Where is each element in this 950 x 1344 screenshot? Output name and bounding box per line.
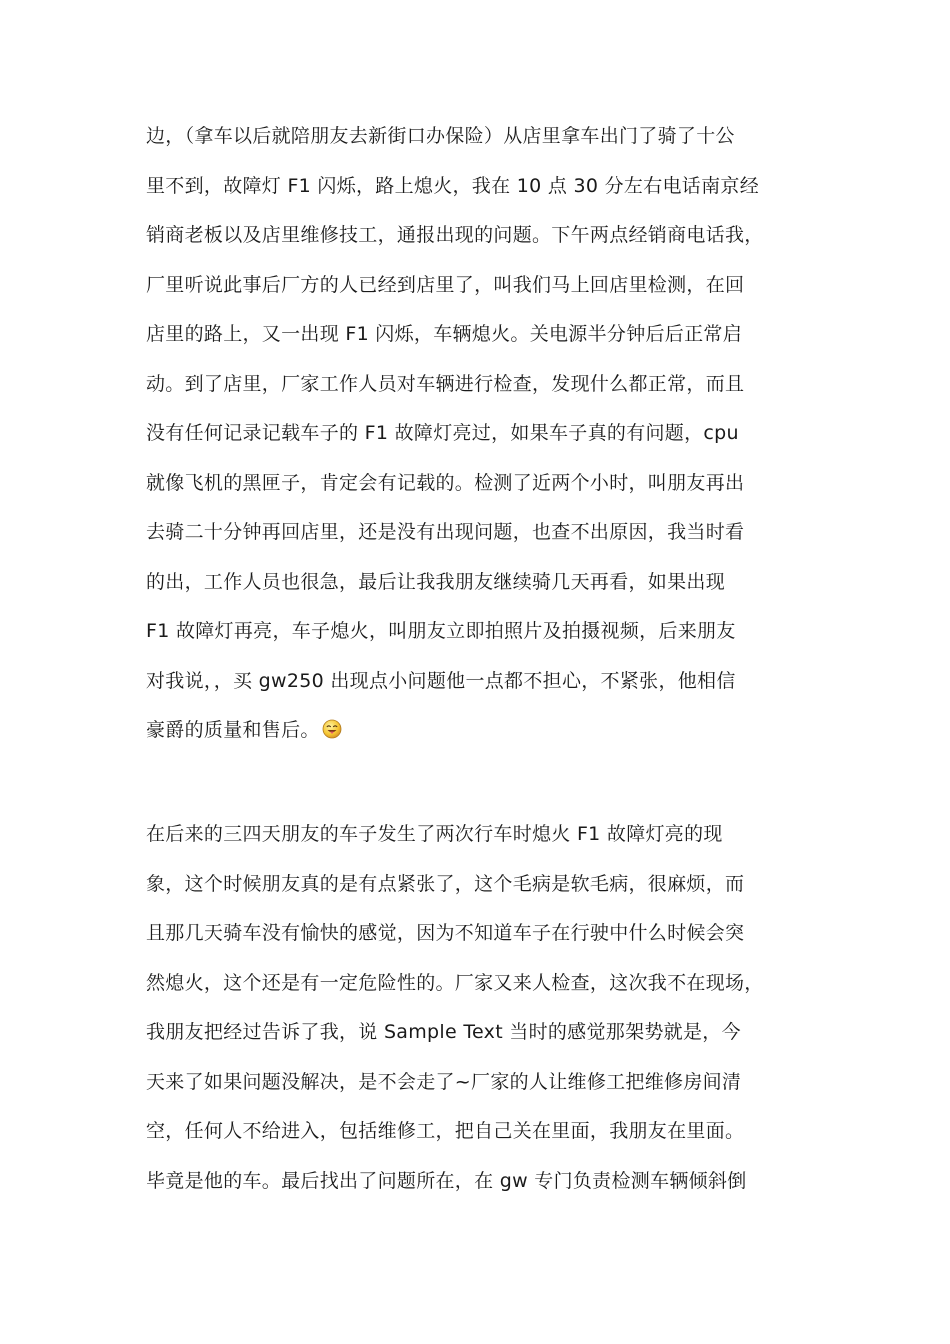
text-line: 我朋友把经过告诉了我，说 Sample Text 当时的感觉那架势就是，今 [146, 1021, 741, 1043]
text-line-last [146, 712, 810, 762]
text-line: 厂里听说此事后厂方的人已经到店里了，叫我们马上回店里检测，在回 [146, 273, 745, 296]
text-line: 没有任何记录记载车子的 F1 故障灯亮过，如果车子真的有问题，cpu [146, 422, 739, 444]
text-line: 且那几天骑车没有愉快的感觉，因为不知道车子在行驶中什么时候会突 [146, 922, 745, 944]
text-line: 象，这个时候朋友真的是有点紧张了，这个毛病是软毛病，很麻烦，而 [146, 872, 745, 895]
text-line: 在后来的三四天朋友的车子发生了两次行车时熄火 F1 故障灯亮的现 [146, 823, 723, 845]
text-line: 边，（拿车以后就陪朋友去新街口办保险）从店里拿车出门了骑了十公 [146, 125, 735, 147]
text-line: 去骑二十分钟再回店里，还是没有出现问题，也查不出原因，我当时看 [146, 521, 745, 543]
text-line: 然熄火，这个还是有一定危险性的。厂家又来人检查，这次我不在现场， [146, 971, 764, 994]
text-line: 空，任何人不给进入，包括维修工，把自己关在里面，我朋友在里面。 [146, 1120, 745, 1142]
text-line-content: 豪爵的质量和售后。 [146, 719, 320, 741]
text-line: 毕竟是他的车。最后找出了问题所在，在 gw 专门负责检测车辆倾斜倒 [146, 1169, 747, 1192]
text-line: 的出，工作人员也很急，最后让我我朋友继续骑几天再看，如果出现 [146, 570, 726, 593]
text-line: 店里的路上，又一出现 F1 闪烁，车辆熄火。关电源半分钟后后正常启 [146, 323, 742, 345]
text-line: 就像飞机的黑匣子，肯定会有记载的。检测了近两个小时，叫朋友再出 [146, 471, 745, 494]
text-line: 销商老板以及店里维修技工，通报出现的问题。下午两点经销商电话我， [146, 224, 764, 246]
paragraph-1 [146, 118, 810, 762]
text-line: 动。到了店里，厂家工作人员对车辆进行检查，发现什么都正常，而且 [146, 372, 745, 395]
grinning-tongue-emoji-icon [322, 719, 342, 739]
paragraph-2 [146, 816, 810, 1212]
text-line: 里不到，故障灯 F1 闪烁，路上熄火，我在 10 点 30 分左右电话南京经 [146, 174, 760, 197]
text-line: 天来了如果问题没解决，是不会走了~厂家的人让维修工把维修房间清 [146, 1070, 742, 1093]
text-line: 对我说，，买 gw250 出现点小问题他一点都不担心，不紧张，他相信 [146, 669, 736, 692]
text-line: F1 故障灯再亮，车子熄火，叫朋友立即拍照片及拍摄视频，后来朋友 [146, 620, 736, 642]
